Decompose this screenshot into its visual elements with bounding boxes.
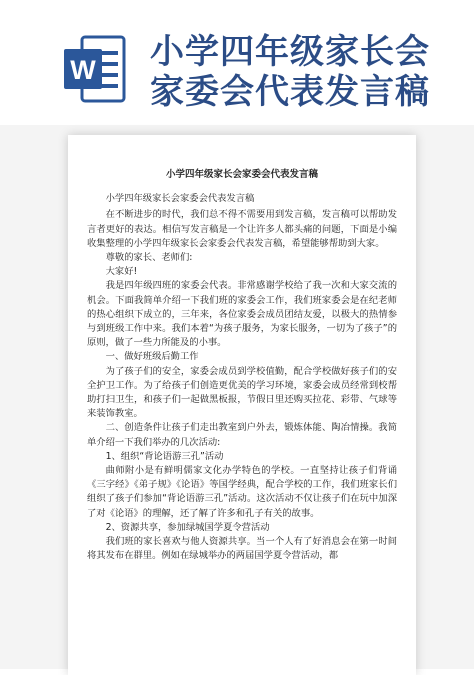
document-paragraph: 我是四年级四班的家委会代表。非常感谢学校给了我一次和大家交流的机会。下面我简单介绍一下我们班的家委会工作，我们班家委会是在纪老师的热心组织下成立的，三年来，各位家委会成员团结友爱，以极大的热情参与到班级工作中来。我们本着“为孩子服务，为家长服务，一切为了孩子”的原则，做了一些力所能及的小事。 (87, 280, 397, 349)
title-banner (0, 0, 474, 125)
document-paragraph: 在不断进步的时代，我们总不得不需要用到发言稿，发言稿可以帮助发言者更好的表达。相信写发言稿是一个让许多人都头痛的问题，下面是小编收集整理的小学四年级家长会家委会代表发言稿，希望能够帮助到大家。 (87, 209, 397, 249)
document-paragraph: 尊敬的家长、老师们: (105, 252, 193, 264)
page-title-line-1: 小学四年级家长会 (150, 32, 430, 72)
document-paragraph: 小学四年级家长会家委会代表发言稿 (105, 193, 255, 205)
section-heading: 1、组织“背论语游三孔”活动 (105, 450, 224, 462)
document-paragraph: 二、创造条件让孩子们走出教室到户外去，锻炼体能、陶冶情操。我简单介绍一下我们举办的几次活动: (87, 422, 397, 448)
document-paragraph: 曲师附小是有鲜明儒家文化办学特色的学校。一直坚持让孩子们背诵《三字经》《弟子规》《论语》等国学经典，配合学校的工作，我们班家长们组织了孩子们参加“背论语游三孔”活动。这次活动不仅让孩子们在玩中加深了对《论语》的理解，还了解了许多和孔子有关的故事。 (87, 465, 397, 519)
word-icon-letter: W (70, 55, 96, 85)
word-document-icon (64, 35, 126, 105)
section-heading: 2、资源共享，参加绿城国学夏令营活动 (105, 521, 270, 533)
document-paragraph: 为了孩子们的安全，家委会成员到学校值勤，配合学校做好孩子们的安全护卫工作。为了给孩子们创造更优美的学习环境，家委会成员经常到校帮助打扫卫生，和孩子们一起做黑板报，节假日里还购买拉花、彩带、气球等来装饰教室。 (87, 365, 397, 420)
page-title-line-2: 家委会代表发言稿 (150, 72, 430, 112)
document-paragraph: 我们班的家长喜欢与他人资源共享。当一个人有了好消息会在第一时间将其发布在群里。例如在绿城举办的两届国学夏令营活动，都 (87, 536, 397, 562)
page-title (150, 32, 470, 112)
document-paragraph: 大家好! (105, 266, 138, 278)
document-heading: 小学四年级家长会家委会代表发言稿 (165, 169, 318, 180)
section-heading: 一、做好班级后勤工作 (105, 351, 199, 363)
document-page (68, 135, 416, 675)
